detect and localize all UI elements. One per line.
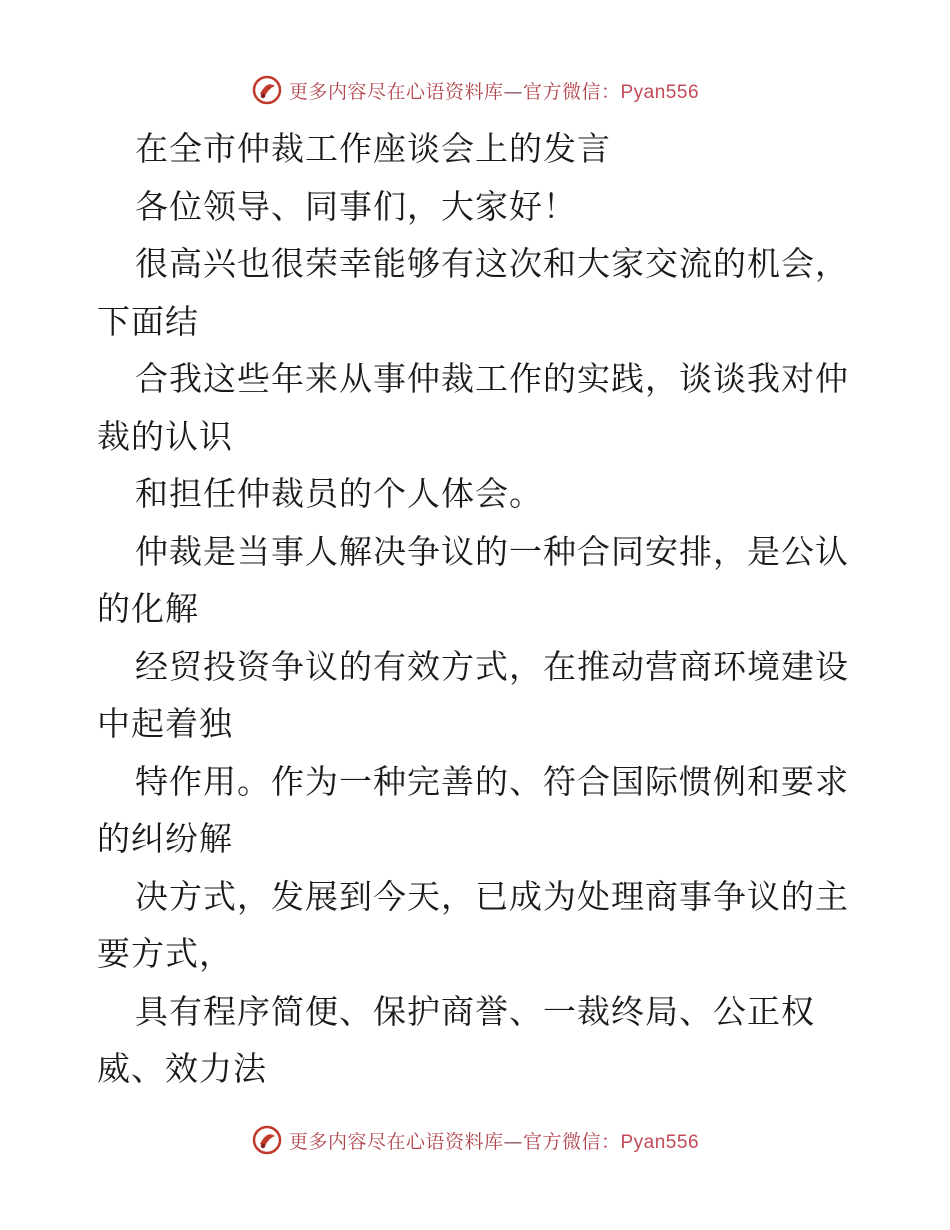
text-line: 各位领导、同事们，大家好！ [135, 186, 577, 226]
text-line: 经贸投资争议的有效方式，在推动营商环境建设 [135, 646, 849, 686]
watermark-brand: 更多内容尽在心语资料库 [288, 80, 504, 103]
header-watermark [0, 70, 950, 110]
text-line: 和担任仲裁员的个人体会。 [135, 474, 543, 513]
text-line: 要方式， [97, 934, 233, 973]
text-line: 在全市仲裁工作座谈会上的发言 [135, 129, 611, 168]
brand-logo-icon [251, 74, 283, 106]
text-line: 的纠纷解 [97, 819, 233, 858]
text-line: 的化解 [97, 589, 199, 628]
text-line: 裁的认识 [97, 416, 233, 456]
text-line: 下面结 [97, 301, 199, 341]
watermark-contact-id: Pyan556 [620, 1131, 700, 1153]
watermark-brand: 更多内容尽在心语资料库 [288, 1130, 504, 1153]
watermark-text [289, 77, 699, 104]
text-line: 很高兴也很荣幸能够有这次和大家交流的机会， [135, 244, 849, 283]
watermark-separator: — [503, 80, 523, 103]
text-line: 合我这些年来从事仲裁工作的实践，谈谈我对仲 [135, 359, 849, 398]
watermark-separator: — [503, 1130, 523, 1153]
text-line: 决方式，发展到今天，已成为处理商事争议的主 [135, 876, 849, 916]
text-line: 具有程序简便、保护商誉、一裁终局、公正权 [135, 991, 815, 1031]
brand-logo-icon [251, 1124, 283, 1156]
text-line: 仲裁是当事人解决争议的一种合同安排，是公认 [135, 531, 849, 571]
text-line: 特作用。作为一种完善的、符合国际惯例和要求 [135, 761, 849, 801]
document-body [97, 120, 857, 1098]
watermark-text [289, 1127, 699, 1154]
footer-watermark [0, 1120, 950, 1160]
text-line: 威、效力法 [97, 1049, 267, 1088]
watermark-contact-label: 官方微信： [522, 1130, 621, 1153]
watermark-contact-id: Pyan556 [620, 81, 700, 103]
watermark-contact-label: 官方微信： [522, 80, 621, 103]
text-line: 中起着独 [97, 704, 233, 743]
